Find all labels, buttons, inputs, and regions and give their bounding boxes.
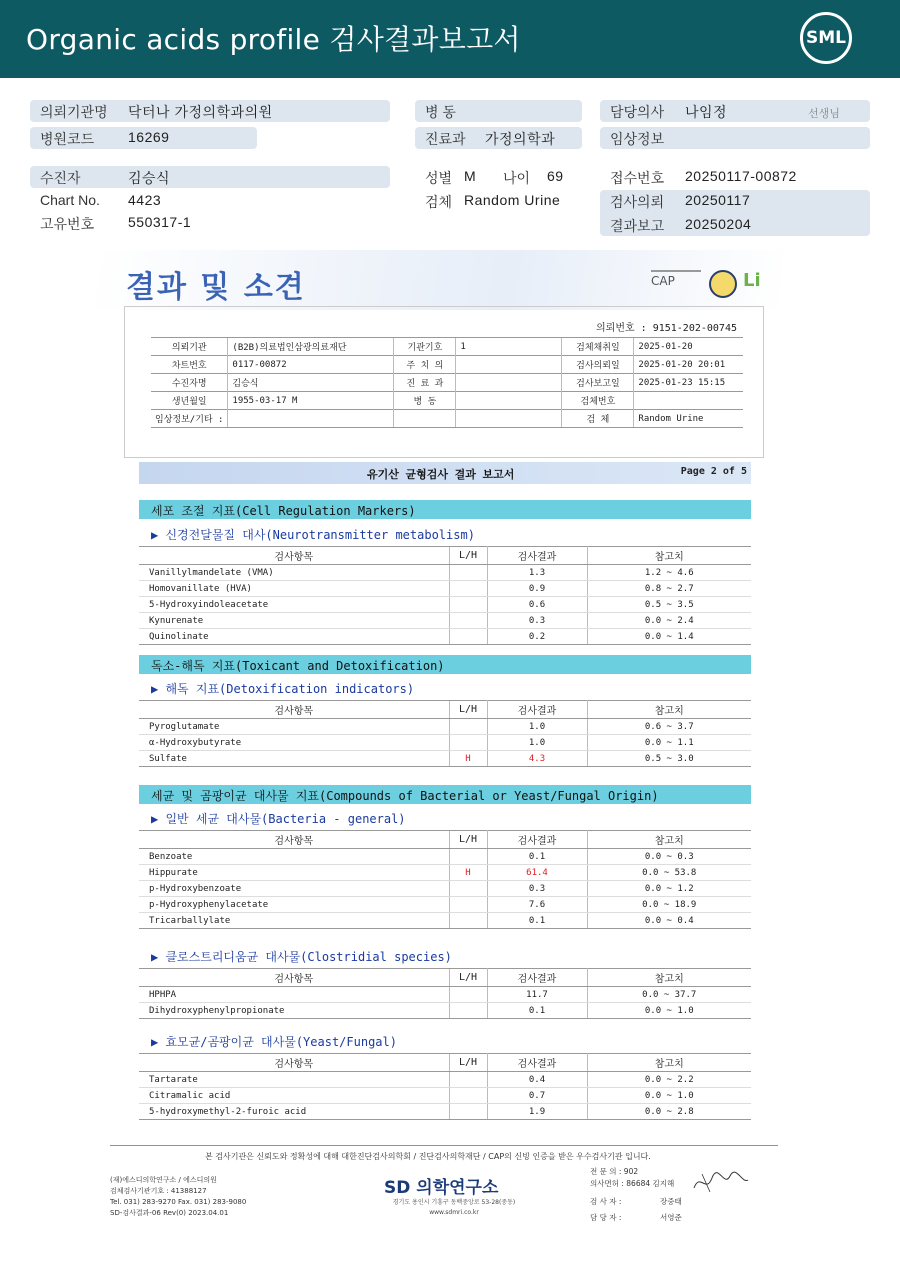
meta-cell: 2025-01-23 15:15	[634, 374, 743, 392]
column-header: 검사결과	[487, 701, 587, 719]
report-meta-box	[124, 306, 764, 458]
result-value: 1.0	[487, 735, 587, 751]
test-name: Kynurenate	[139, 613, 449, 629]
meta-cell: 1955-03-17 M	[228, 392, 394, 410]
subsection-clostridial: ▶ 클로스트리디움균 대사물(Clostridial species)	[151, 950, 452, 964]
meta-cell: 2025-01-20	[634, 338, 743, 356]
column-header: 검사결과	[487, 547, 587, 565]
flag	[449, 849, 487, 865]
column-header: 검사항목	[139, 1054, 449, 1072]
page-header-title: 유기산 균형검사 결과 보고서	[367, 468, 515, 481]
column-header: 검사결과	[487, 831, 587, 849]
meta-cell: 검체번호	[562, 392, 634, 410]
table-clostridial	[139, 968, 751, 1019]
test-name: Homovanillate (HVA)	[139, 581, 449, 597]
table-row	[139, 1003, 751, 1019]
test-name: 5-Hydroxyindoleacetate	[139, 597, 449, 613]
test-name: p-Hydroxyphenylacetate	[139, 897, 449, 913]
report-title: 결과 및 소견	[126, 270, 306, 305]
flag: H	[449, 751, 487, 767]
hospital-code-value: 16269	[128, 129, 170, 145]
result-value: 0.1	[487, 1003, 587, 1019]
flag	[449, 581, 487, 597]
meta-cell: 2025-01-20 20:01	[634, 356, 743, 374]
meta-cell	[456, 392, 562, 410]
meta-cell: 기관기호	[394, 338, 456, 356]
table-row	[139, 897, 751, 913]
flag	[449, 613, 487, 629]
patient-value: 김승식	[128, 170, 171, 186]
footer-address	[384, 1198, 524, 1218]
column-header: 참고치	[587, 969, 751, 987]
meta-cell: 주 치 의	[394, 356, 456, 374]
section-bacterial-yeast: 세균 및 곰팡이균 대사물 지표(Compounds of Bacterial or Yeast/Fungal Origin)	[139, 785, 751, 804]
reference-range: 0.0 ~ 0.4	[587, 913, 751, 929]
dept-label: 진료과	[425, 131, 466, 147]
column-header: 참고치	[587, 547, 751, 565]
test-name: Vanillylmandelate (VMA)	[139, 565, 449, 581]
uid-value: 550317-1	[128, 214, 192, 230]
signature-license: 의사면허 : 86684 김지해	[590, 1179, 675, 1188]
flag: H	[449, 865, 487, 881]
table-row	[139, 1104, 751, 1120]
flag	[449, 897, 487, 913]
table-yeast	[139, 1053, 751, 1120]
page-header	[139, 462, 751, 484]
flag	[449, 1003, 487, 1019]
clinical-label: 임상정보	[610, 131, 665, 147]
flag	[449, 1104, 487, 1120]
table-row	[139, 849, 751, 865]
footer-address-line: 경기도 용인시 기흥구 동백중앙로 53-28(중동)	[392, 1199, 516, 1206]
result-value: 0.2	[487, 629, 587, 645]
table-row	[139, 629, 751, 645]
reference-range: 0.0 ~ 1.0	[587, 1003, 751, 1019]
flag	[449, 597, 487, 613]
test-name: Sulfate	[139, 751, 449, 767]
result-value: 0.1	[487, 913, 587, 929]
test-name: 5-hydroxymethyl-2-furoic acid	[139, 1104, 449, 1120]
result-value: 0.4	[487, 1072, 587, 1088]
institution-label: 의뢰기관명	[40, 104, 108, 120]
meta-cell: 병 동	[394, 392, 456, 410]
result-value: 4.3	[487, 751, 587, 767]
reference-range: 0.0 ~ 1.1	[587, 735, 751, 751]
result-value: 1.3	[487, 565, 587, 581]
column-header: L/H	[449, 547, 487, 565]
test-name: Tartarate	[139, 1072, 449, 1088]
tester-label: 검 사 자 :	[590, 1197, 622, 1206]
table-row	[139, 719, 751, 735]
table-neurotransmitter	[139, 546, 751, 645]
meta-cell	[456, 374, 562, 392]
test-name: Benzoate	[139, 849, 449, 865]
ward-label: 병 동	[425, 104, 456, 120]
reference-range: 0.0 ~ 18.9	[587, 897, 751, 913]
specimen-value: Random Urine	[464, 192, 561, 208]
table-row	[139, 987, 751, 1003]
meta-row	[151, 374, 743, 392]
test-name: Dihydroxyphenylpropionate	[139, 1003, 449, 1019]
section-detox: 독소-해독 지표(Toxicant and Detoxification)	[139, 655, 751, 674]
meta-row	[151, 410, 743, 428]
footer-divider	[110, 1145, 778, 1146]
table-row	[139, 881, 751, 897]
flag	[449, 565, 487, 581]
flag	[449, 629, 487, 645]
section-cell-regulation: 세포 조절 지표(Cell Regulation Markers)	[139, 500, 751, 519]
subsection-neurotransmitter: ▶ 신경전달물질 대사(Neurotransmitter metabolism)	[151, 528, 475, 542]
column-header: L/H	[449, 1054, 487, 1072]
flag	[449, 881, 487, 897]
uid-label: 고유번호	[40, 216, 95, 232]
flag	[449, 735, 487, 751]
patient-label: 수진자	[40, 170, 81, 186]
test-name: Hippurate	[139, 865, 449, 881]
signature-specialist: 전 문 의 : 902	[590, 1167, 639, 1176]
receipt-label: 접수번호	[610, 170, 665, 186]
report-meta-table	[151, 337, 743, 428]
meta-cell: 1	[456, 338, 562, 356]
flag	[449, 1072, 487, 1088]
test-name: Tricarballylate	[139, 913, 449, 929]
reference-range: 0.0 ~ 2.2	[587, 1072, 751, 1088]
meta-cell: 검 체	[562, 410, 634, 428]
table-row	[139, 597, 751, 613]
flag	[449, 987, 487, 1003]
column-header: 참고치	[587, 1054, 751, 1072]
report-value: 20250204	[685, 216, 752, 232]
table-row	[139, 1072, 751, 1088]
column-header: 검사항목	[139, 547, 449, 565]
test-name: Citramalic acid	[139, 1088, 449, 1104]
test-name: Pyroglutamate	[139, 719, 449, 735]
cap-logo: CAP	[651, 270, 701, 300]
meta-row	[151, 392, 743, 410]
manager-value: 서영준	[660, 1213, 682, 1222]
result-value: 0.1	[487, 849, 587, 865]
table-bacteria	[139, 830, 751, 929]
header-bar	[0, 0, 900, 78]
table-row	[139, 613, 751, 629]
test-name: p-Hydroxybenzoate	[139, 881, 449, 897]
meta-cell: 의뢰기관	[151, 338, 228, 356]
table-row	[139, 751, 751, 767]
test-name: Quinolinate	[139, 629, 449, 645]
result-value: 0.3	[487, 613, 587, 629]
sml-logo: SML	[800, 12, 852, 64]
meta-cell: 생년월일	[151, 392, 228, 410]
result-value: 1.9	[487, 1104, 587, 1120]
flag	[449, 1088, 487, 1104]
subsection-detox-indicators: ▶ 해독 지표(Detoxification indicators)	[151, 682, 415, 696]
reference-range: 1.2 ~ 4.6	[587, 565, 751, 581]
table-detox	[139, 700, 751, 767]
sex-value: M	[464, 168, 477, 184]
meta-cell: (B2B)의료법인삼광의료재단	[228, 338, 394, 356]
meta-cell: 0117-00872	[228, 356, 394, 374]
footer-signatures	[590, 1166, 682, 1224]
column-header: 참고치	[587, 831, 751, 849]
meta-cell	[456, 410, 562, 428]
reference-range: 0.8 ~ 2.7	[587, 581, 751, 597]
footer-lab-name: (재)에스디의학연구소 / 에스디의원	[110, 1176, 217, 1184]
doctor-value: 나임정	[685, 104, 728, 120]
column-header: 참고치	[587, 701, 751, 719]
table-row	[139, 581, 751, 597]
meta-cell	[394, 410, 456, 428]
age-label: 나이	[503, 170, 531, 186]
column-header: 검사항목	[139, 969, 449, 987]
doctor-suffix: 선생님	[808, 108, 840, 120]
table-row	[139, 1088, 751, 1104]
handwritten-signature	[690, 1166, 750, 1196]
footer-lab-info	[110, 1175, 246, 1219]
table-row	[139, 865, 751, 881]
result-value: 0.6	[487, 597, 587, 613]
footer-note: 본 검사기관은 신뢰도와 정확성에 대해 대한진단검사의학회 / 진단검사의학재단 / CAP의 신빙 인증을 받은 우수검사기관 입니다.	[205, 1152, 651, 1161]
column-header: L/H	[449, 701, 487, 719]
doctor-label: 담당의사	[610, 104, 665, 120]
footer-doc-rev: SD-검사결과-06 Rev(0) 2023.04.01	[110, 1209, 229, 1217]
tester-value: 장중태	[660, 1197, 682, 1206]
sd-lab-logo: SD 의학연구소	[384, 1178, 499, 1198]
request-value: 20250117	[685, 192, 751, 208]
meta-cell	[228, 410, 394, 428]
column-header: L/H	[449, 831, 487, 849]
reference-range: 0.0 ~ 1.4	[587, 629, 751, 645]
meta-cell: 검사의뢰일	[562, 356, 634, 374]
report-panel	[96, 250, 782, 1250]
reference-range: 0.0 ~ 37.7	[587, 987, 751, 1003]
reference-range: 0.6 ~ 3.7	[587, 719, 751, 735]
dept-value: 가정의학과	[485, 131, 556, 147]
result-value: 0.3	[487, 881, 587, 897]
institution-value: 닥터나 가정의학과의원	[128, 104, 273, 120]
meta-row	[151, 356, 743, 374]
table-row	[139, 735, 751, 751]
receipt-value: 20250117-00872	[685, 168, 797, 184]
column-header: 검사결과	[487, 969, 587, 987]
age-value: 69	[547, 168, 564, 184]
subsection-yeast: ▶ 효모균/곰팡이균 대사물(Yeast/Fungal)	[151, 1035, 397, 1049]
reference-range: 0.5 ~ 3.0	[587, 751, 751, 767]
column-header: 검사항목	[139, 701, 449, 719]
reference-range: 0.5 ~ 3.5	[587, 597, 751, 613]
result-value: 0.7	[487, 1088, 587, 1104]
reference-range: 0.0 ~ 0.3	[587, 849, 751, 865]
reference-range: 0.0 ~ 2.8	[587, 1104, 751, 1120]
result-value: 0.9	[487, 581, 587, 597]
meta-cell: 김승식	[228, 374, 394, 392]
table-row	[139, 565, 751, 581]
reference-range: 0.0 ~ 2.4	[587, 613, 751, 629]
column-header: L/H	[449, 969, 487, 987]
meta-cell: Random Urine	[634, 410, 743, 428]
footer-lab-phone: Tel. 031) 283-9270 Fax. 031) 283-9080	[110, 1198, 247, 1206]
manager-label: 담 당 자 :	[590, 1213, 622, 1222]
result-value: 1.0	[487, 719, 587, 735]
result-value: 61.4	[487, 865, 587, 881]
seal-logo	[709, 270, 737, 298]
meta-cell: 검사보고일	[562, 374, 634, 392]
test-name: α-Hydroxybutyrate	[139, 735, 449, 751]
meta-row	[151, 338, 743, 356]
meta-cell: 검체채취일	[562, 338, 634, 356]
footer-website: www.sdmri.co.kr	[429, 1209, 479, 1216]
sex-label: 성별	[425, 170, 453, 186]
page-number: Page 2 of 5	[680, 466, 747, 477]
chart-label: Chart No.	[40, 192, 100, 208]
meta-cell	[634, 392, 743, 410]
column-header: 검사항목	[139, 831, 449, 849]
patient-pill	[30, 166, 390, 188]
meta-cell: 임상정보/기타 :	[151, 410, 228, 428]
report-label: 결과보고	[610, 218, 665, 234]
footer-lab-code: 검체검사기관기호 : 41388127	[110, 1187, 207, 1195]
reference-range: 0.0 ~ 1.2	[587, 881, 751, 897]
reference-range: 0.0 ~ 1.0	[587, 1088, 751, 1104]
flag	[449, 913, 487, 929]
meta-cell: 수진자명	[151, 374, 228, 392]
flag	[449, 719, 487, 735]
test-name: HPHPA	[139, 987, 449, 1003]
request-number: 의뢰번호 : 9151-202-00745	[596, 323, 737, 334]
result-value: 11.7	[487, 987, 587, 1003]
table-row	[139, 913, 751, 929]
subsection-bacteria-general: ▶ 일반 세균 대사물(Bacteria - general)	[151, 812, 406, 826]
meta-cell: 진 료 과	[394, 374, 456, 392]
column-header: 검사결과	[487, 1054, 587, 1072]
meta-cell: 차트번호	[151, 356, 228, 374]
result-value: 7.6	[487, 897, 587, 913]
meta-cell	[456, 356, 562, 374]
request-label: 검사의뢰	[610, 194, 665, 210]
specimen-label: 검체	[425, 194, 453, 210]
chart-value: 4423	[128, 192, 162, 208]
hospital-code-label: 병원코드	[40, 131, 95, 147]
reference-range: 0.0 ~ 53.8	[587, 865, 751, 881]
li-logo: Li	[743, 270, 761, 291]
page-title: Organic acids profile 검사결과보고서	[26, 23, 521, 56]
